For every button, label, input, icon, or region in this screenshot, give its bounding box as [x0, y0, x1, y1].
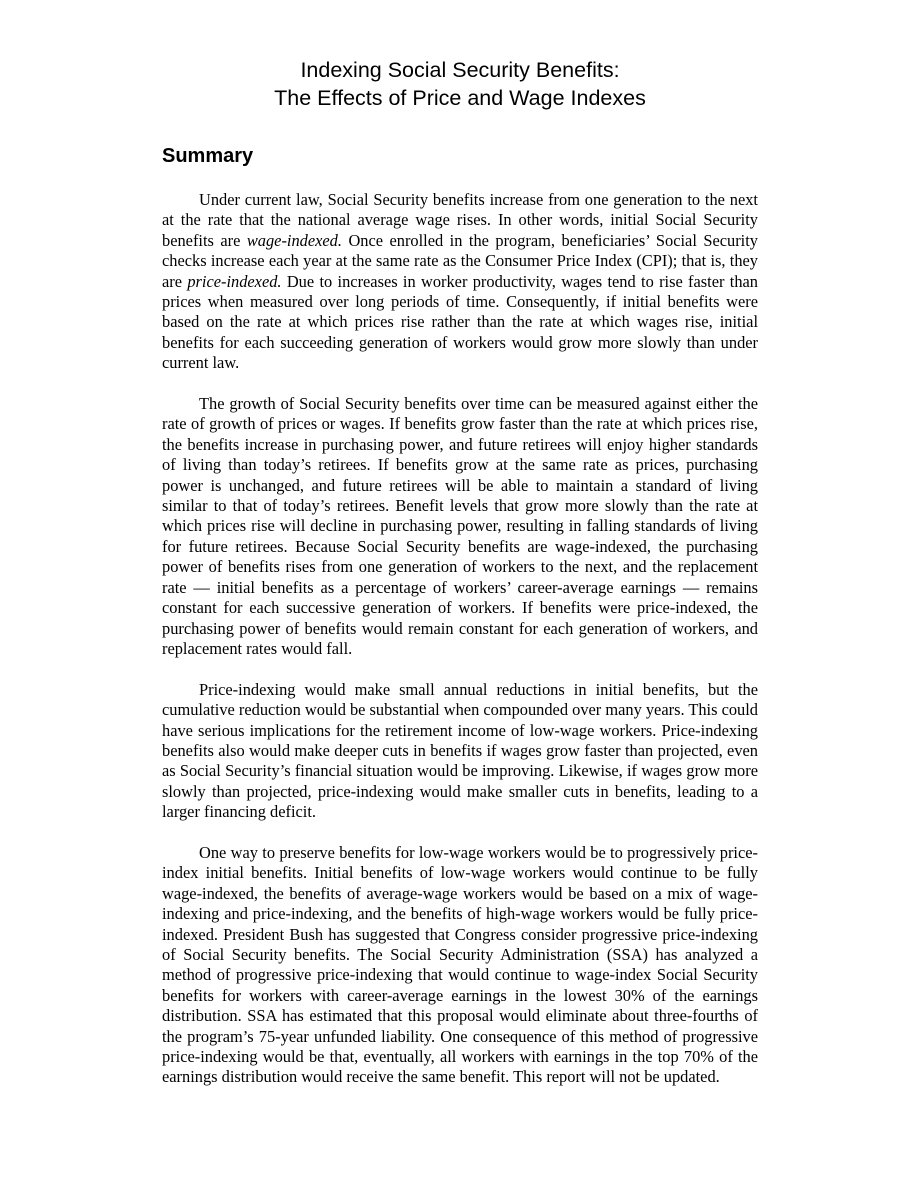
- paragraph-1-text-a: Under current law, Social Security benefits increase from one generation to the next at the rate that the national average wage rises. In other words, initial Social Security benefits are: [162, 190, 758, 250]
- paragraph-1-emphasis-wage-indexed: wage-indexed.: [246, 230, 342, 250]
- summary-paragraph-1: [162, 190, 758, 374]
- summary-paragraph-3: Price-indexing would make small annual reductions in initial benefits, but the cumulative reduction would be substantial when compounded over many years. This could have serious implications for the retirement income of low-wage workers. Price-indexing benefits also would make deeper cuts in benefits if wages grow faster than projected, even as Social Security’s financial situation would be improving. Likewise, if wages grow more slowly than projected, price-indexing would make smaller cuts in benefits, leading to a larger financing deficit.: [162, 679, 758, 822]
- section-heading: Summary: [162, 145, 254, 167]
- title-line-1: Indexing Social Security Benefits:: [300, 58, 620, 82]
- paragraph-1-text-b: Once enrolled in the program, beneficiaries’ Social Security checks increase each year at the same rate as the Consumer Price Index (CPI); that is, they are: [162, 230, 758, 291]
- document-page: [162, 56, 758, 1108]
- paragraph-1-text-c: Due to increases in worker productivity, wages tend to rise faster than prices when measured over long periods of time. Consequently, if initial benefits were based on the rate at which prices rise rather than the rate at which wages rise, initial benefits for each succeeding generation of workers would grow more slowly than under current law.: [162, 271, 758, 373]
- summary-paragraph-4: One way to preserve benefits for low-wage workers would be to progressively price-index initial benefits. Initial benefits of low-wage workers would continue to be fully wage-indexed, the benefits of average-wage workers would be based on a mix of wage-indexing and price-indexing, and the benefits of high-wage workers would be fully price-indexed. President Bush has suggested that Congress consider progressive price-indexing of Social Security benefits. The Social Security Administration (SSA) has analyzed a method of progressive price-indexing that would continue to wage-index Social Security benefits for workers with career-average earnings in the lowest 30% of the earnings distribution. SSA has estimated that this proposal would eliminate about three-fourths of the program’s 75-year unfunded liability. One consequence of this method of progressive price-indexing would be that, eventually, all workers with earnings in the top 70% of the earnings distribution would receive the same benefit. This report will not be updated.: [162, 842, 758, 1087]
- title-line-2: The Effects of Price and Wage Indexes: [274, 86, 646, 110]
- paragraph-1-emphasis-price-indexed: price-indexed.: [187, 271, 282, 291]
- summary-paragraph-2: The growth of Social Security benefits over time can be measured against either the rate of growth of prices or wages. If benefits grow faster than the rate at which prices rise, the benefits increase in purchasing power, and future retirees will enjoy higher standards of living than today’s retirees. If benefits grow at the same rate as prices, purchasing power is unchanged, and future retirees will be able to maintain a standard of living similar to that of today’s retirees. Benefit levels that grow more slowly than the rate at which prices rise will decline in purchasing power, resulting in falling standards of living for future retirees. Because Social Security benefits are wage-indexed, the purchasing power of benefits rises from one generation of workers to the next, and the replacement rate — initial benefits as a percentage of workers’ career-average earnings — remains constant for each successive generation of workers. If benefits were price-indexed, the purchasing power of benefits would remain constant for each generation of workers, and replacement rates would fall.: [162, 394, 758, 658]
- document-title: [162, 56, 758, 112]
